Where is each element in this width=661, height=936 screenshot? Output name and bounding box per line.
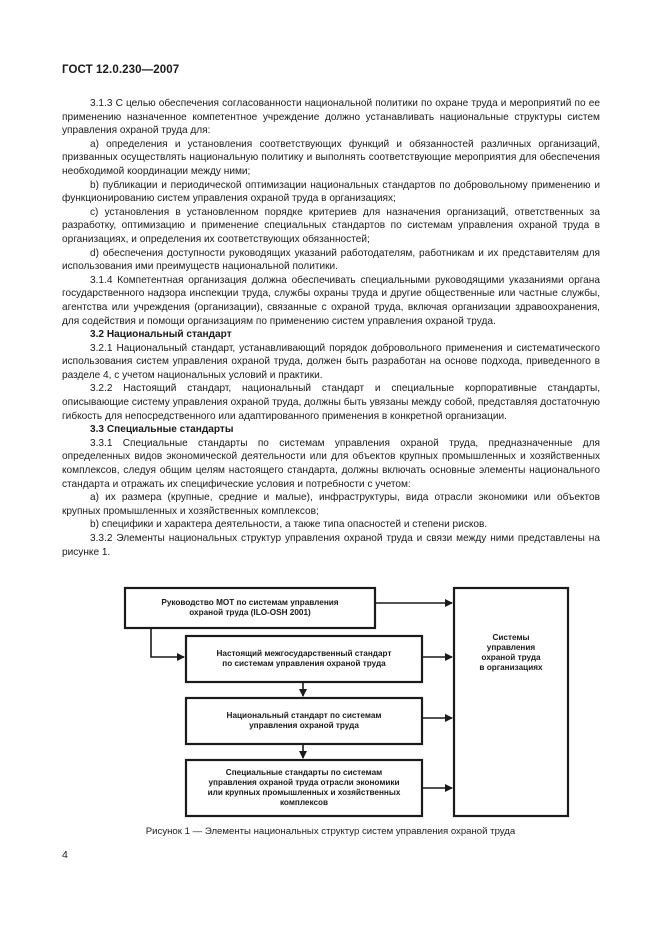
paragraph: 3.3.2 Элементы национальных структур управления охраной труда и связи между ними представлены на рисунке 1.	[62, 533, 600, 558]
section-heading: 3.2 Национальный стандарт	[90, 329, 232, 341]
paragraph: 3.1.4 Компетентная организация должна обеспечивать специальными руководящими указаниями органа государственного надзора инспекции труда, службы охраны труда и другие общественные или частные службы, агентства или учреждения (организации), связанные с охраной труда, включая организации здравоохранения, для содействия и помощи организациям по применению систем управления охраной труда.	[62, 274, 600, 327]
document-code: ГОСТ 12.0.230—2007	[62, 64, 180, 76]
paragraph: 3.2.1 Национальный стандарт, устанавливающий порядок добровольного применения и систематического использования систем управления охраной труда, должен быть разработан на основе подхода, приведенного в разделе 4, с учетом национальных условий и практики.	[62, 342, 600, 381]
paragraph: 3.2.2 Настоящий стандарт, национальный стандарт и специальные корпоративные стандарты, описывающие систему управления охраной труда, должны быть увязаны между собой, представляя достаточную гибкость для непосредственного или адаптированного применения в конкретной организации.	[62, 383, 600, 422]
box-interstate-label: Настоящий межгосударственный стандарт по системам управления охраной труда	[216, 649, 392, 668]
box-national-label: Национальный стандарт по системам управления охраной труда	[226, 711, 382, 730]
box-ilo-label: Руководство МОТ по системам управления охраной труда (ILO-OSH 2001)	[161, 598, 339, 617]
arrow-ilo-interstate	[151, 628, 184, 657]
box-org-label: Системы управления охраной труда в организациях	[479, 633, 543, 672]
paragraph: а) их размера (крупные, средние и малые), инфраструктуры, вида отрасли экономики или объектов крупных промышленных и хозяйственных комплексов;	[62, 492, 600, 517]
paragraph: b) специфики и характера деятельности, а также типа опасностей и степени рисков.	[90, 519, 488, 531]
paragraph: b) публикации и периодической оптимизации национальных стандартов по добровольному применению и функционированию систем управления охраной труда в организациях;	[62, 179, 600, 205]
page-number: 4	[62, 849, 68, 861]
paragraph: c) установления в установленном порядке критериев для назначения организаций, ответственных за разработку, оптимизацию и применение специальных стандартов по системам управления охраной труда в организациях, и определения их соответствующих обязанностей;	[62, 206, 600, 245]
paragraph: а) определения и установления соответствующих функций и обязанностей различных организаций, призванных осуществлять национальную политику и выполнять соответствующие мероприятия для обеспечения необходимой координации между ними;	[62, 138, 600, 177]
box-special-label: Специальные стандарты по системам управления охраной труда отрасли экономики или крупных промышленных и хозяйственных комплексов	[207, 768, 401, 807]
section-heading: 3.3 Специальные стандарты	[90, 424, 234, 436]
paragraph: 3.3.1 Специальные стандарты по системам управления охраной труда, предназначенные для определенных видов экономической деятельности или для объектов крупных промышленных и хозяйственных комплексов, следуя общим целям настоящего стандарта, должны включать основные элементы национального стандарта и отражать их специфические условия и потребности с учетом:	[62, 437, 600, 490]
figure-caption: Рисунок 1 — Элементы национальных структур систем управления охраной труда	[145, 826, 516, 837]
paragraph: d) обеспечения доступности руководящих указаний работодателям, работникам и их представителям для использования ими преимуществ национальной политики.	[62, 247, 600, 273]
paragraph: 3.1.3 С целью обеспечения согласованности национальной политики по охране труда и мероприятий по ее применению назначенное компетентное учреждение должно устанавливать национальные структуры систем управления охраной труда для:	[62, 98, 600, 137]
